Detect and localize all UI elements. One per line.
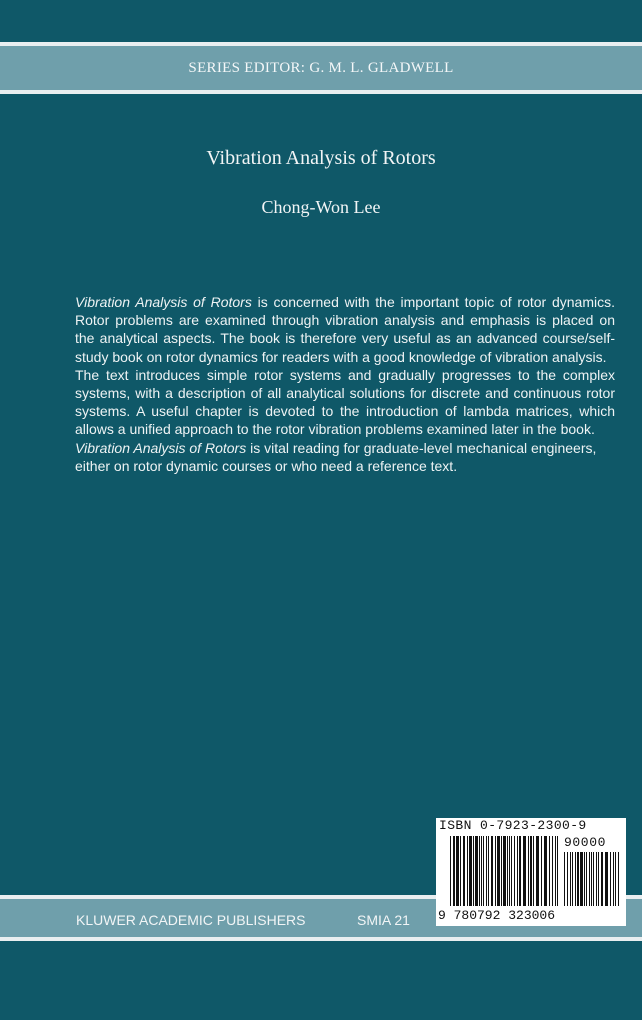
barcode-bar xyxy=(460,836,461,906)
ean-digits: 9 780792 323006 xyxy=(438,908,556,923)
barcode-bar xyxy=(456,836,459,906)
addon-bars xyxy=(564,852,619,906)
barcode-bar xyxy=(544,836,547,906)
barcode-bar xyxy=(589,852,590,906)
barcode-bar xyxy=(483,836,484,906)
blurb-text-3: is vital reading for graduate-level mechanical engineers, either on rotor dynamic courses or who need a reference text. xyxy=(75,439,597,474)
barcode-bar xyxy=(519,836,521,906)
ean-bars xyxy=(450,836,558,906)
barcode-bar xyxy=(463,836,465,906)
barcode-bar xyxy=(596,852,597,906)
barcode-bar xyxy=(557,836,558,906)
barcode-bar xyxy=(555,836,556,906)
barcode-bar xyxy=(495,836,496,906)
barcode-bar xyxy=(552,836,553,906)
book-author: Chong-Won Lee xyxy=(261,197,381,217)
barcode-bar xyxy=(577,852,579,906)
barcode-bar xyxy=(610,852,611,906)
series-band xyxy=(0,42,642,94)
blurb-paragraph-3 xyxy=(75,439,615,475)
barcode-bar xyxy=(572,852,573,906)
barcode-bar xyxy=(486,836,487,906)
barcode-bar xyxy=(509,836,510,906)
barcode-bar xyxy=(570,852,571,906)
barcode-bar xyxy=(564,852,565,906)
barcode-bar xyxy=(479,836,480,906)
barcode-bar xyxy=(450,836,451,906)
barcode-bar xyxy=(613,852,614,906)
barcode-bar xyxy=(469,836,472,906)
addon-digits: 90000 xyxy=(564,835,607,850)
publisher-name: KLUWER ACADEMIC PUBLISHERS xyxy=(76,912,306,928)
isbn-label: ISBN 0-7923-2300-9 xyxy=(439,818,587,833)
barcode-bar xyxy=(491,836,493,906)
barcode-bar xyxy=(533,836,534,906)
barcode-bar xyxy=(523,836,526,906)
barcode-bar xyxy=(528,836,529,906)
book-title: Vibration Analysis of Rotors xyxy=(206,147,436,169)
barcode-bar xyxy=(584,852,585,906)
series-code: SMIA 21 xyxy=(357,912,410,928)
series-editor: SERIES EDITOR: G. M. L. GLADWELL xyxy=(188,60,454,76)
barcode-bar xyxy=(501,836,502,906)
blurb-text-1: is concerned with the important topic of rotor dynamics. Rotor problems are examined through vibration analysis and emphasis is placed on the analytical aspects. The book is therefore very useful as an advanced course/self-study book on rotor dynamics for readers with a good knowledge of vibration analysis. xyxy=(75,294,615,365)
barcode-bar xyxy=(467,836,468,906)
barcode-bar xyxy=(580,852,583,906)
blurb xyxy=(75,293,615,475)
barcode-bar xyxy=(511,836,512,906)
blurb-paragraph-2: The text introduces simple rotor systems and gradually progresses to the complex systems, with a description of all analytical solutions for discrete and continuous rotor systems. A useful chapter is devoted to the introduction of lambda matrices, which allows a unified approach to the rotor vibration problems examined later in the book. xyxy=(75,366,615,438)
barcode-bar xyxy=(575,852,576,906)
barcode-bar xyxy=(475,836,478,906)
barcode-bar xyxy=(453,836,455,906)
barcode-bar xyxy=(517,836,518,906)
barcode-bar xyxy=(601,852,603,906)
barcode-bar xyxy=(586,852,587,906)
barcode-bar xyxy=(514,836,515,906)
barcode-bar xyxy=(541,836,542,906)
blurb-title-ref-2: Vibration Analysis of Rotors xyxy=(75,439,247,456)
barcode-bar xyxy=(497,836,500,906)
barcode-bar xyxy=(615,852,616,906)
barcode-bar xyxy=(536,836,539,906)
barcode xyxy=(436,818,626,926)
barcode-bar xyxy=(473,836,474,906)
barcode-bar xyxy=(593,852,594,906)
barcode-bar xyxy=(530,836,532,906)
barcode-bar xyxy=(618,852,619,906)
barcode-bar xyxy=(591,852,592,906)
barcode-bar xyxy=(598,852,599,906)
barcode-bar xyxy=(481,836,482,906)
blurb-paragraph-1 xyxy=(75,293,615,366)
barcode-bar xyxy=(567,852,568,906)
barcode-bar xyxy=(503,836,506,906)
barcode-bar xyxy=(549,836,550,906)
barcode-bar xyxy=(507,836,508,906)
barcode-bar xyxy=(605,852,608,906)
barcode-bar xyxy=(488,836,489,906)
blurb-title-ref-1: Vibration Analysis of Rotors xyxy=(75,294,252,310)
